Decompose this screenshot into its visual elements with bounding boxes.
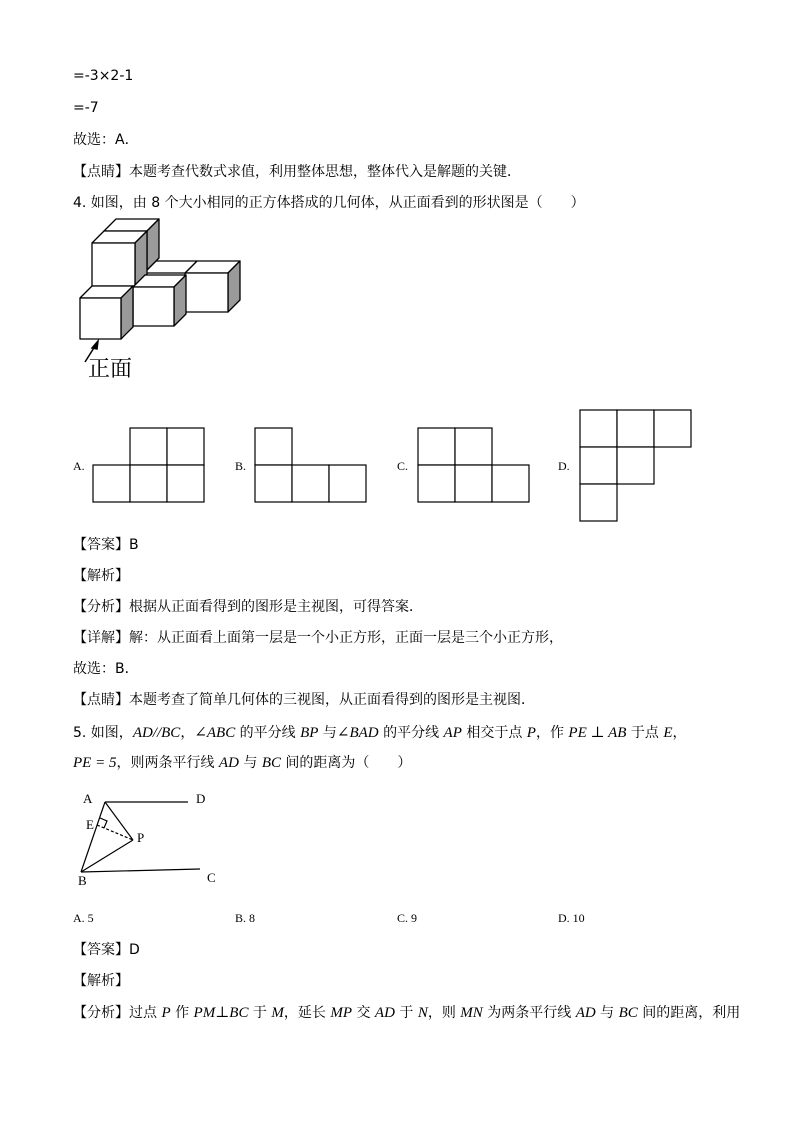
calc-line-2: =-7 — [73, 100, 99, 116]
q4-detail: 【详解】解：从正面看上面第一层是一个小正方形，正面一层是三个小正方形， — [73, 630, 563, 646]
q4-answer: 【答案】B — [73, 537, 139, 553]
q4-option-b-figure — [254, 427, 368, 503]
q4-comment: 【点睛】本题考查了简单几何体的三视图，从正面看得到的图形是主视图． — [73, 692, 535, 708]
point-d-label: D — [196, 791, 206, 806]
q3-comment: 【点睛】本题考查代数式求值，利用整体思想，整体代入是解题的关键． — [73, 164, 521, 180]
q4-option-c-figure — [417, 427, 531, 503]
q4-option-d-figure — [579, 409, 693, 522]
q4-option-a-label: A. — [73, 459, 85, 473]
q4-option-c-label: C. — [397, 459, 409, 473]
point-a-label: A — [83, 791, 93, 806]
q4-analysis-tag: 【解析】 — [73, 568, 129, 584]
q4-option-d-label: D. — [558, 459, 570, 473]
q4-option-a-figure — [92, 427, 206, 503]
q5-option-d: D. 10 — [558, 911, 585, 925]
point-p-label: P — [137, 830, 145, 845]
q5-option-b: B. 8 — [235, 911, 256, 925]
q4-analysis: 【分析】根据从正面看得到的图形是主视图，可得答案． — [73, 599, 423, 615]
calc-line-1: =-3×2-1 — [73, 68, 134, 84]
q5-option-c: C. 9 — [397, 911, 418, 925]
point-e-label: E — [86, 817, 94, 832]
point-b-label: B — [78, 873, 87, 888]
q5-analysis: 【分析】过点 P 作 PM⊥BC 于 M，延长 MP 交 AD 于 N，则 MN 为两条平行线 AD 与 BC 间的距离，利用 — [73, 1005, 741, 1021]
point-c-label: C — [207, 870, 216, 885]
q5-answer: 【答案】D — [73, 942, 140, 958]
front-label: 正面 — [88, 357, 133, 382]
q4-choice: 故选：B． — [73, 661, 139, 677]
q5-stem-line-2: PE = 5，则两条平行线 AD 与 BC 间的距离为（ ） — [73, 755, 412, 771]
q5-option-a: A. 5 — [73, 911, 94, 925]
q5-analysis-tag: 【解析】 — [73, 973, 129, 989]
q4-option-b-label: B. — [235, 459, 247, 473]
q5-geometry-figure — [74, 788, 224, 892]
q4-stem: 4. 如图，由 8 个大小相同的正方体搭成的几何体，从正面看到的形状图是（ ） — [73, 195, 585, 211]
q5-stem-line-1: 5. 如图，AD//BC，∠ABC 的平分线 BP 与∠BAD 的平分线 AP 相交于点 P，作 PE ⊥ AB 于点 E， — [73, 725, 687, 741]
q3-choice: 故选：A． — [73, 132, 139, 148]
